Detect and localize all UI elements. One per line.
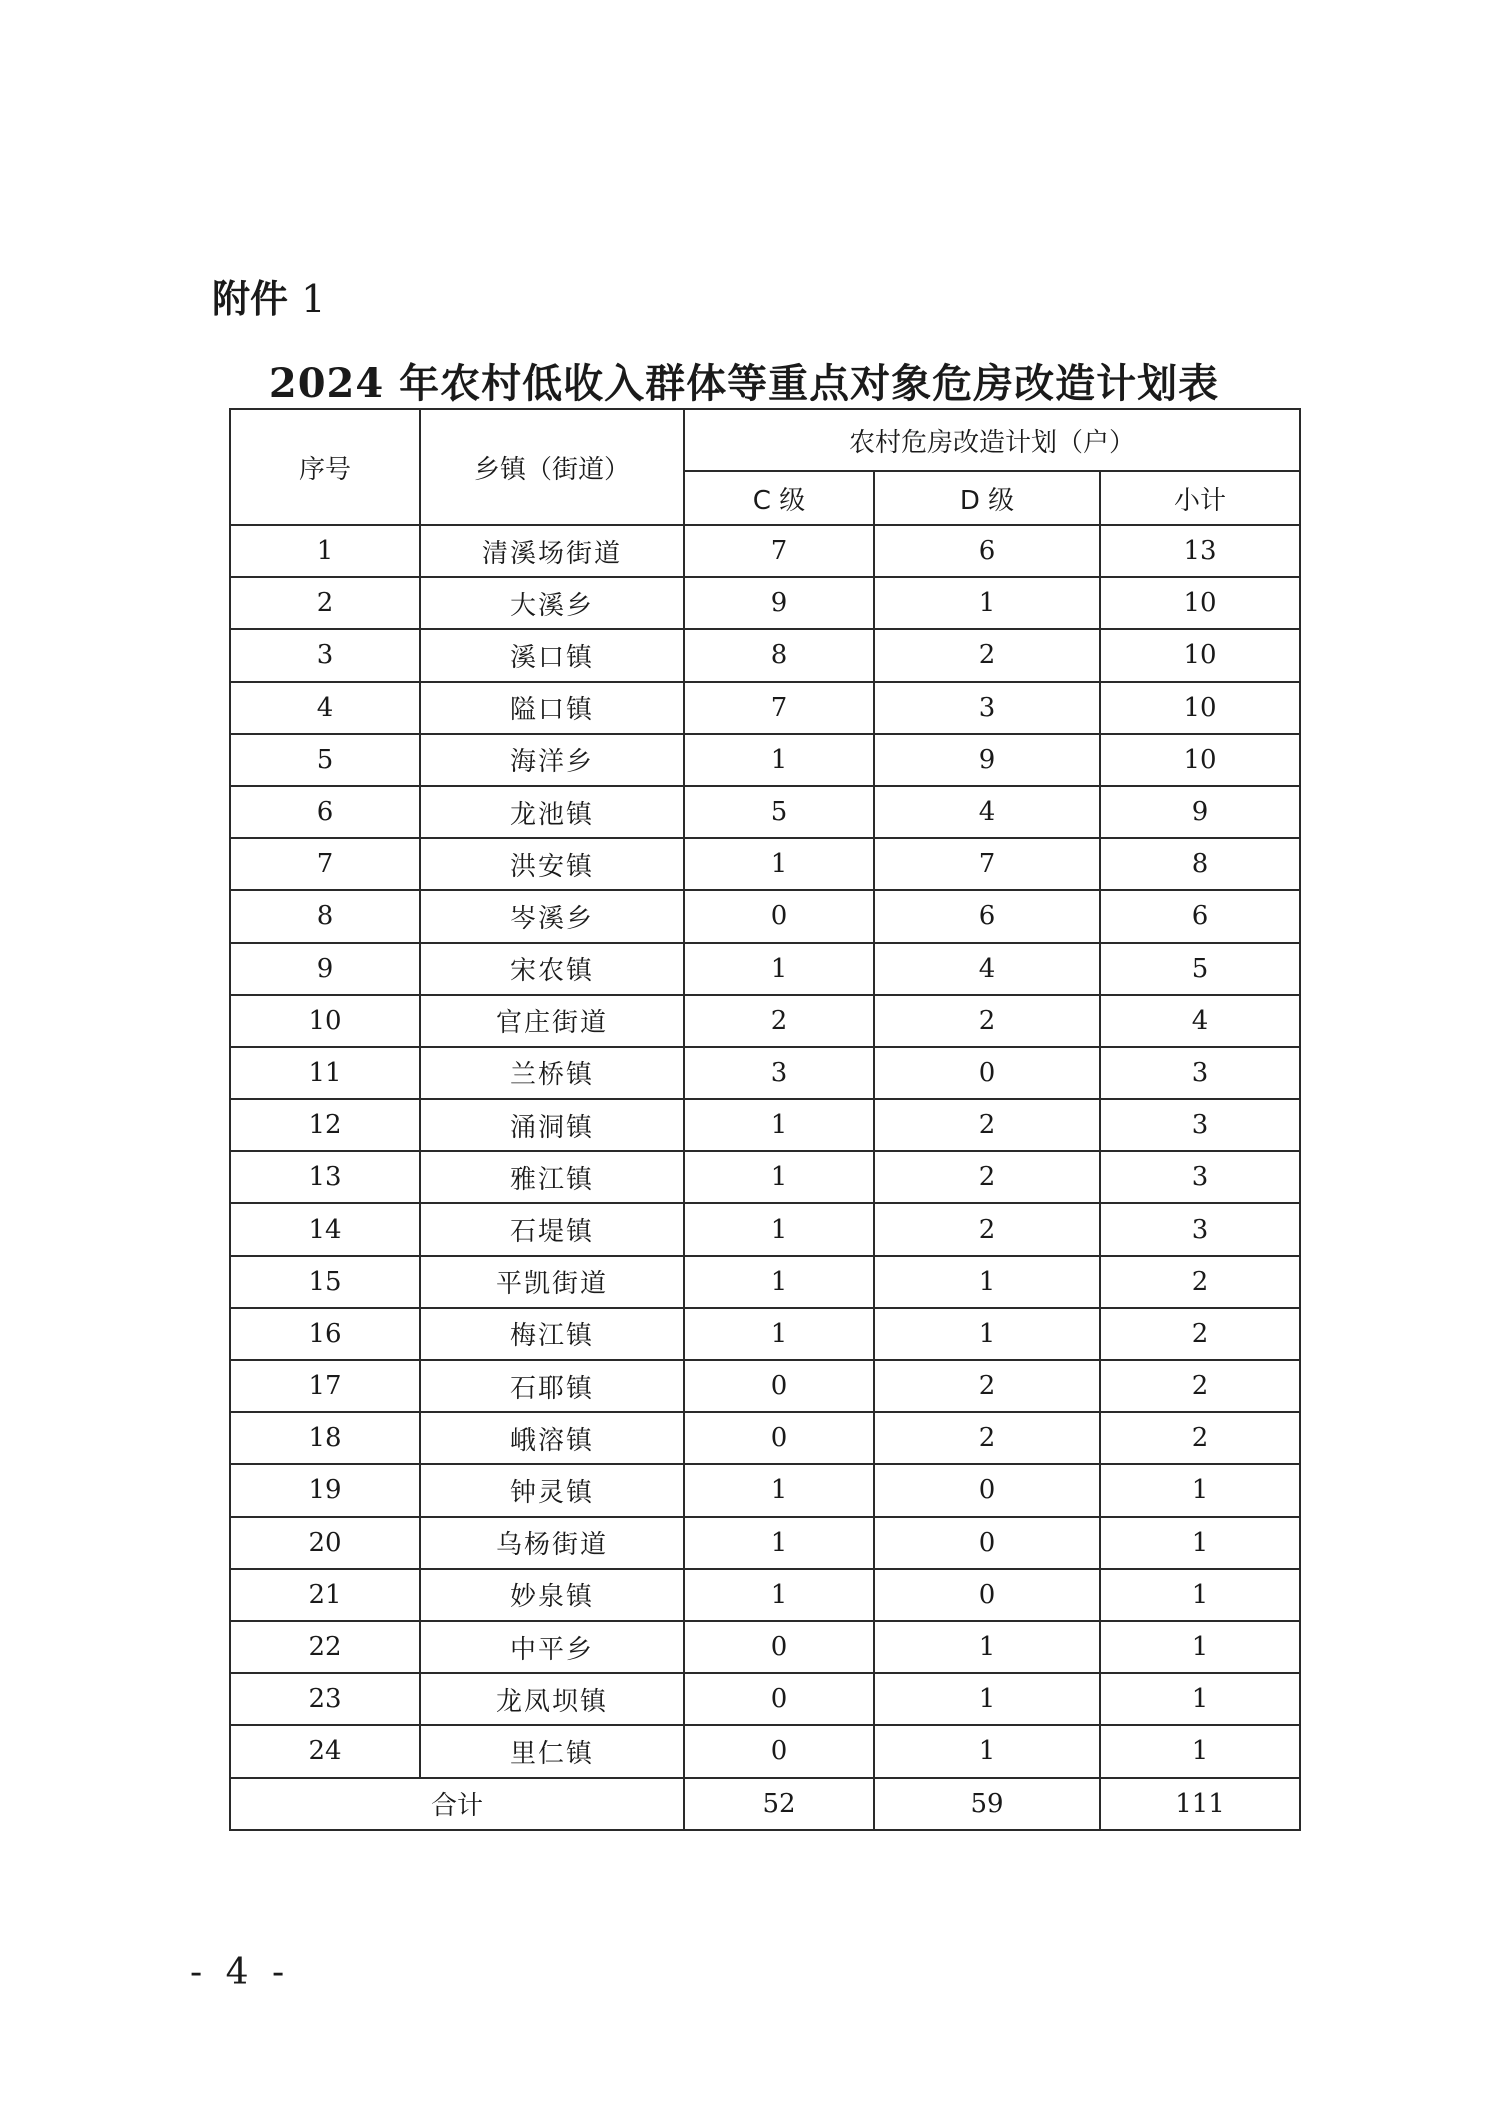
cell-town: 峨溶镇: [420, 1412, 684, 1464]
cell-d-level: 1: [874, 1256, 1100, 1308]
cell-index: 22: [230, 1621, 420, 1673]
cell-d-level: 1: [874, 1621, 1100, 1673]
table-row: [230, 682, 1300, 734]
cell-index: 14: [230, 1203, 420, 1255]
total-subtotal: 111: [1100, 1778, 1300, 1830]
cell-town: 中平乡: [420, 1621, 684, 1673]
table-row: [230, 1360, 1300, 1412]
header-index: 序号: [230, 409, 420, 525]
table-row: [230, 1151, 1300, 1203]
cell-c-level: 0: [684, 1725, 874, 1777]
cell-index: 7: [230, 838, 420, 890]
cell-index: 9: [230, 943, 420, 995]
cell-d-level: 7: [874, 838, 1100, 890]
cell-town: 洪安镇: [420, 838, 684, 890]
cell-town: 官庄街道: [420, 995, 684, 1047]
renovation-plan-table: [229, 408, 1301, 1831]
cell-subtotal: 3: [1100, 1151, 1300, 1203]
table-row: [230, 1621, 1300, 1673]
table-row: [230, 1412, 1300, 1464]
cell-index: 20: [230, 1517, 420, 1569]
cell-town: 雅江镇: [420, 1151, 684, 1203]
cell-subtotal: 1: [1100, 1464, 1300, 1516]
table-row: [230, 1203, 1300, 1255]
cell-town: 钟灵镇: [420, 1464, 684, 1516]
cell-c-level: 1: [684, 1569, 874, 1621]
cell-d-level: 0: [874, 1517, 1100, 1569]
cell-c-level: 1: [684, 1256, 874, 1308]
cell-d-level: 1: [874, 577, 1100, 629]
cell-subtotal: 3: [1100, 1099, 1300, 1151]
cell-index: 17: [230, 1360, 420, 1412]
cell-c-level: 1: [684, 943, 874, 995]
cell-index: 1: [230, 525, 420, 577]
cell-d-level: 2: [874, 1203, 1100, 1255]
cell-c-level: 1: [684, 838, 874, 890]
cell-index: 21: [230, 1569, 420, 1621]
cell-town: 隘口镇: [420, 682, 684, 734]
cell-subtotal: 5: [1100, 943, 1300, 995]
cell-c-level: 1: [684, 1464, 874, 1516]
cell-d-level: 2: [874, 1412, 1100, 1464]
total-c: 52: [684, 1778, 874, 1830]
cell-town: 海洋乡: [420, 734, 684, 786]
cell-c-level: 0: [684, 1360, 874, 1412]
cell-subtotal: 1: [1100, 1673, 1300, 1725]
cell-subtotal: 13: [1100, 525, 1300, 577]
cell-d-level: 0: [874, 1047, 1100, 1099]
total-row: [230, 1778, 1300, 1830]
cell-index: 15: [230, 1256, 420, 1308]
cell-index: 23: [230, 1673, 420, 1725]
cell-c-level: 1: [684, 1099, 874, 1151]
cell-d-level: 2: [874, 1360, 1100, 1412]
table-row: [230, 943, 1300, 995]
header-d-level: D 级: [874, 471, 1100, 525]
cell-index: 8: [230, 890, 420, 942]
table-row: [230, 1464, 1300, 1516]
cell-index: 6: [230, 786, 420, 838]
cell-town: 平凯街道: [420, 1256, 684, 1308]
cell-d-level: 6: [874, 890, 1100, 942]
cell-d-level: 3: [874, 682, 1100, 734]
cell-town: 涌洞镇: [420, 1099, 684, 1151]
cell-town: 妙泉镇: [420, 1569, 684, 1621]
cell-c-level: 7: [684, 682, 874, 734]
cell-index: 10: [230, 995, 420, 1047]
cell-subtotal: 2: [1100, 1256, 1300, 1308]
cell-d-level: 2: [874, 1099, 1100, 1151]
cell-town: 大溪乡: [420, 577, 684, 629]
cell-d-level: 2: [874, 995, 1100, 1047]
cell-subtotal: 3: [1100, 1203, 1300, 1255]
cell-c-level: 8: [684, 629, 874, 681]
table-row: [230, 1725, 1300, 1777]
cell-town: 乌杨街道: [420, 1517, 684, 1569]
cell-index: 13: [230, 1151, 420, 1203]
page-number: - 4 -: [190, 1952, 291, 1993]
cell-town: 清溪场街道: [420, 525, 684, 577]
total-label: 合计: [230, 1778, 684, 1830]
cell-c-level: 1: [684, 1308, 874, 1360]
cell-town: 石堤镇: [420, 1203, 684, 1255]
cell-d-level: 2: [874, 629, 1100, 681]
cell-subtotal: 10: [1100, 682, 1300, 734]
cell-subtotal: 2: [1100, 1360, 1300, 1412]
cell-town: 里仁镇: [420, 1725, 684, 1777]
table-row: [230, 1673, 1300, 1725]
table-row: [230, 1047, 1300, 1099]
cell-subtotal: 1: [1100, 1621, 1300, 1673]
cell-c-level: 7: [684, 525, 874, 577]
table-row: [230, 577, 1300, 629]
cell-c-level: 1: [684, 734, 874, 786]
cell-index: 4: [230, 682, 420, 734]
cell-c-level: 1: [684, 1203, 874, 1255]
cell-c-level: 5: [684, 786, 874, 838]
cell-subtotal: 9: [1100, 786, 1300, 838]
table-row: [230, 1256, 1300, 1308]
cell-town: 岑溪乡: [420, 890, 684, 942]
cell-d-level: 0: [874, 1569, 1100, 1621]
cell-index: 5: [230, 734, 420, 786]
cell-d-level: 2: [874, 1151, 1100, 1203]
cell-c-level: 2: [684, 995, 874, 1047]
cell-subtotal: 10: [1100, 734, 1300, 786]
cell-town: 龙池镇: [420, 786, 684, 838]
cell-index: 24: [230, 1725, 420, 1777]
header-subtotal: 小计: [1100, 471, 1300, 525]
cell-town: 宋农镇: [420, 943, 684, 995]
table-row: [230, 1569, 1300, 1621]
cell-town: 龙凤坝镇: [420, 1673, 684, 1725]
cell-town: 石耶镇: [420, 1360, 684, 1412]
cell-index: 3: [230, 629, 420, 681]
cell-subtotal: 4: [1100, 995, 1300, 1047]
cell-d-level: 1: [874, 1673, 1100, 1725]
cell-d-level: 1: [874, 1725, 1100, 1777]
cell-subtotal: 1: [1100, 1517, 1300, 1569]
cell-index: 18: [230, 1412, 420, 1464]
table-row: [230, 1308, 1300, 1360]
cell-d-level: 0: [874, 1464, 1100, 1516]
table-body: [230, 525, 1300, 1778]
cell-index: 16: [230, 1308, 420, 1360]
cell-index: 19: [230, 1464, 420, 1516]
cell-subtotal: 10: [1100, 629, 1300, 681]
cell-c-level: 1: [684, 1517, 874, 1569]
total-d: 59: [874, 1778, 1100, 1830]
attachment-label-text: 附件: [212, 277, 289, 321]
cell-subtotal: 1: [1100, 1725, 1300, 1777]
cell-d-level: 9: [874, 734, 1100, 786]
cell-subtotal: 3: [1100, 1047, 1300, 1099]
table-row: [230, 995, 1300, 1047]
table-row: [230, 734, 1300, 786]
cell-index: 2: [230, 577, 420, 629]
table-row: [230, 629, 1300, 681]
cell-c-level: 1: [684, 1151, 874, 1203]
cell-subtotal: 6: [1100, 890, 1300, 942]
cell-subtotal: 1: [1100, 1569, 1300, 1621]
table-row: [230, 890, 1300, 942]
cell-d-level: 6: [874, 525, 1100, 577]
cell-subtotal: 2: [1100, 1308, 1300, 1360]
cell-subtotal: 8: [1100, 838, 1300, 890]
cell-town: 梅江镇: [420, 1308, 684, 1360]
table-row: [230, 525, 1300, 577]
header-c-level: C 级: [684, 471, 874, 525]
cell-c-level: 0: [684, 1621, 874, 1673]
cell-town: 兰桥镇: [420, 1047, 684, 1099]
cell-c-level: 0: [684, 1673, 874, 1725]
table-row: [230, 786, 1300, 838]
cell-subtotal: 10: [1100, 577, 1300, 629]
attachment-label: [212, 268, 325, 323]
header-town: 乡镇（街道）: [420, 409, 684, 525]
cell-c-level: 0: [684, 890, 874, 942]
cell-d-level: 4: [874, 786, 1100, 838]
cell-index: 11: [230, 1047, 420, 1099]
cell-c-level: 9: [684, 577, 874, 629]
table-row: [230, 838, 1300, 890]
table-row: [230, 1517, 1300, 1569]
header-plan-group: 农村危房改造计划（户）: [684, 409, 1300, 471]
cell-d-level: 1: [874, 1308, 1100, 1360]
page-title: 2024 年农村低收入群体等重点对象危房改造计划表: [268, 360, 1220, 407]
attachment-number: 1: [301, 277, 326, 321]
cell-d-level: 4: [874, 943, 1100, 995]
cell-town: 溪口镇: [420, 629, 684, 681]
cell-subtotal: 2: [1100, 1412, 1300, 1464]
cell-c-level: 3: [684, 1047, 874, 1099]
table-row: [230, 1099, 1300, 1151]
cell-c-level: 0: [684, 1412, 874, 1464]
cell-index: 12: [230, 1099, 420, 1151]
